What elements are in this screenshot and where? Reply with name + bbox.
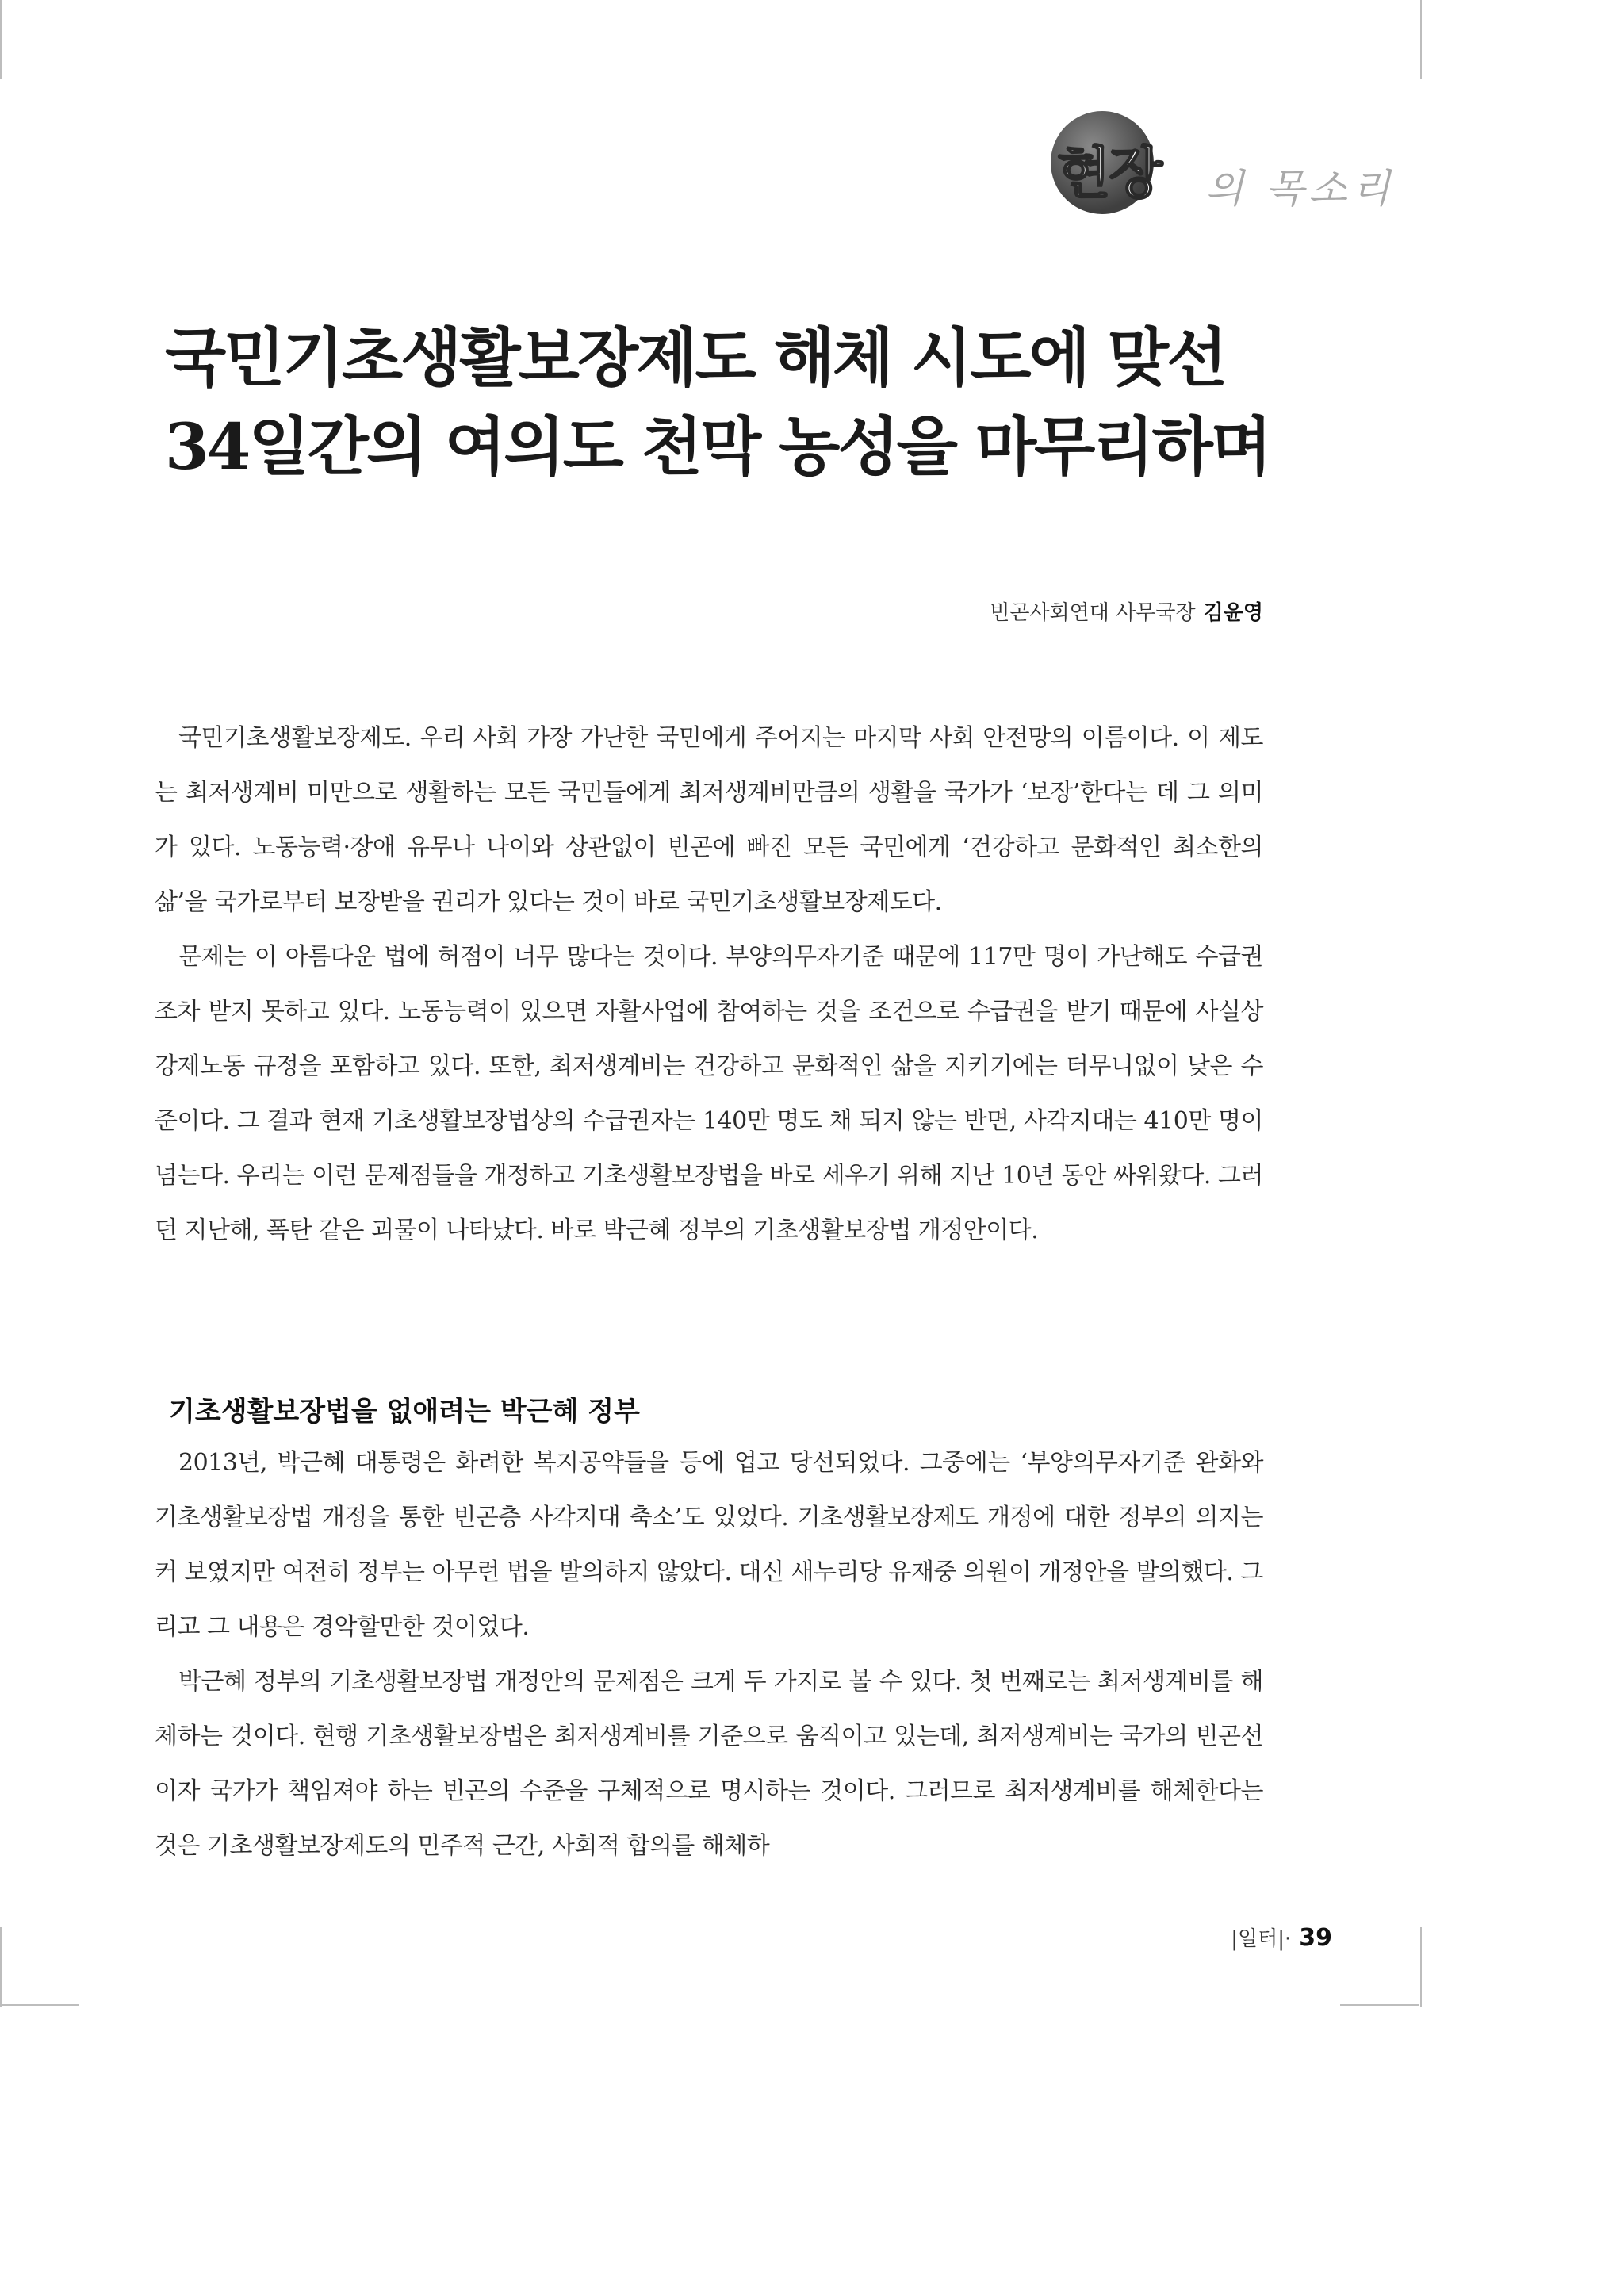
crop-mark-top-right xyxy=(1420,0,1422,79)
section-text xyxy=(155,1435,1263,1873)
intro-text xyxy=(155,711,1263,1258)
title-line-2: 34일간의 여의도 천막 농성을 마무리하며 xyxy=(165,409,1270,484)
author-affiliation: 빈곤사회연대 사무국장 xyxy=(990,601,1196,625)
crop-mark-bottom-right xyxy=(1420,1927,1422,2007)
crop-mark-horizontal-right xyxy=(1340,2004,1419,2006)
title-line-1: 국민기초생활보장제도 해체 시도에 맞선 xyxy=(165,320,1226,395)
paragraph: 문제는 이 아름다운 법에 허점이 너무 많다는 것이다. 부양의무자기준 때문에 117만 명이 가난해도 수급권조차 받지 못하고 있다. 노동능력이 있으면 자활사업에 참여하는 것을 조건으로 수급권을 받기 때문에 사실상 강제노동 규정을 포함하고 있다. 또한, 최저생계비는 건강하고 문화적인 삶을 지키기에는 터무니없이 낮은 수준이다. 그 결과 현재 기초생활보장법상의 수급권자는 140만 명도 채 되지 않는 반면, 사각지대는 410만 명이 넘는다. 우리는 이런 문제점들을 개정하고 기초생활보장법을 바로 세우기 위해 지난 10년 동안 싸워왔다. 그러던 지난해, 폭탄 같은 괴물이 나타났다. 바로 박근혜 정부의 기초생활보장법 개정안이다. xyxy=(155,943,1263,1244)
paragraph: 2013년, 박근혜 대통령은 화려한 복지공약들을 등에 업고 당선되었다. 그중에는 ‘부양의무자기준 완화와 기초생활보장법 개정을 통한 빈곤층 사각지대 축소’도 있었다. 기초생활보장제도 개정에 대한 정부의 의지는 커 보였지만 여전히 정부는 아무런 법을 발의하지 않았다. 대신 새누리당 유재중 의원이 개정안을 발의했다. 그리고 그 내용은 경악할만한 것이었다. xyxy=(155,1449,1263,1641)
magazine-name: |일터|· xyxy=(1231,1927,1292,1951)
crop-mark-bottom-left xyxy=(0,1927,2,2007)
section-heading: 기초생활보장법을 없애려는 박근혜 정부 xyxy=(169,1396,640,1428)
paragraph: 국민기초생활보장제도. 우리 사회 가장 가난한 국민에게 주어지는 마지막 사회 안전망의 이름이다. 이 제도는 최저생계비 미만으로 생활하는 모든 국민들에게 최저생계비만큼의 생활을 국가가 ‘보장’한다는 데 그 의미가 있다. 노동능력·장애 유무나 나이와 상관없이 빈곤에 빠진 모든 국민에게 ‘건강하고 문화적인 최소한의 삶’을 국가로부터 보장받을 권리가 있다는 것이 바로 국민기초생활보장제도다. xyxy=(155,724,1263,916)
section-subtitle: 의 목소리 xyxy=(1205,166,1396,212)
page-footer xyxy=(1231,1922,1332,1952)
section-name: 현장 xyxy=(1057,140,1162,205)
page-number: 39 xyxy=(1299,1924,1332,1952)
byline xyxy=(990,596,1263,626)
crop-mark-top-left xyxy=(0,0,2,79)
article-title xyxy=(165,313,1275,491)
author-name: 김윤영 xyxy=(1203,601,1263,625)
crop-mark-horizontal-left xyxy=(0,2004,79,2006)
section-badge xyxy=(1051,95,1400,222)
paragraph: 박근혜 정부의 기초생활보장법 개정안의 문제점은 크게 두 가지로 볼 수 있다. 첫 번째로는 최저생계비를 해체하는 것이다. 현행 기초생활보장법은 최저생계비를 기준으로 움직이고 있는데, 최저생계비는 국가의 빈곤선이자 국가가 책임져야 하는 빈곤의 수준을 구체적으로 명시하는 것이다. 그러므로 최저생계비를 해체한다는 것은 기초생활보장제도의 민주적 근간, 사회적 합의를 해체하 xyxy=(155,1668,1263,1860)
